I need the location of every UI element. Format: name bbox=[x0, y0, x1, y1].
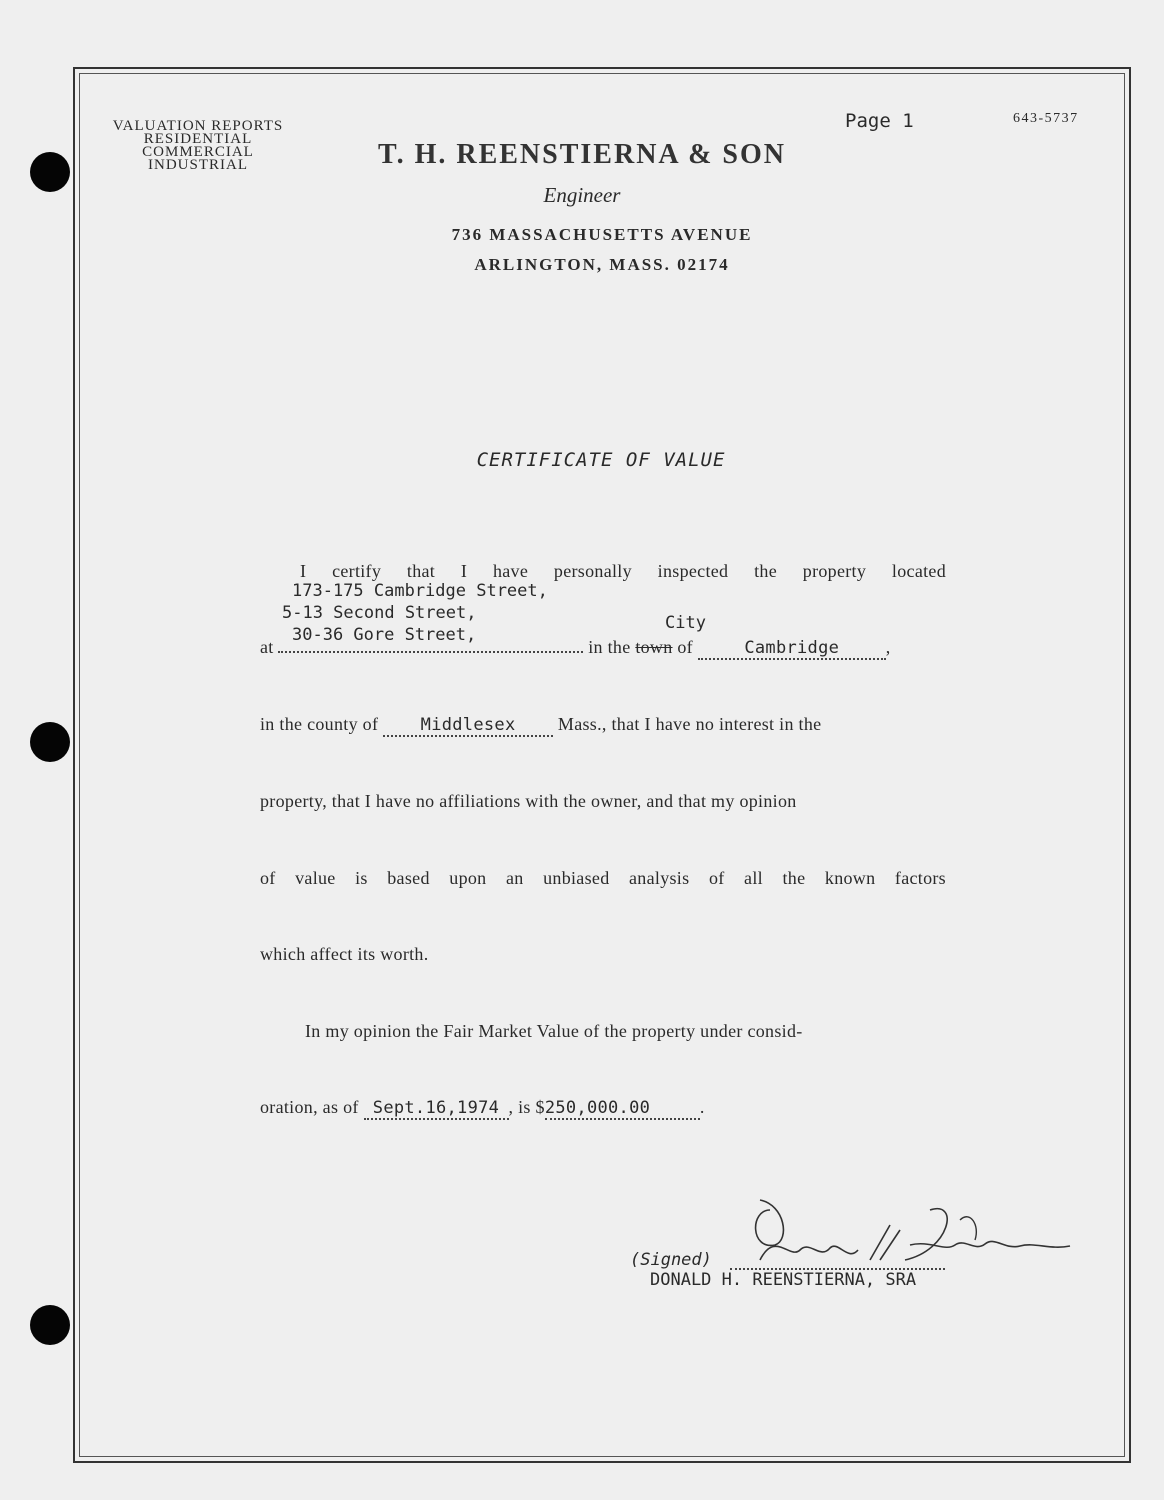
phone-number: 643-5737 bbox=[1013, 111, 1079, 126]
city-blank bbox=[698, 638, 886, 660]
analysis-text: of value is based upon an unbiased analysis of all the known factors bbox=[260, 868, 946, 888]
opinion-line: In my opinion the Fair Market Value of the property under consid- bbox=[305, 1021, 803, 1041]
handwritten-signature bbox=[730, 1190, 1090, 1280]
value-blank bbox=[545, 1098, 700, 1120]
category-residential: RESIDENTIAL bbox=[143, 131, 253, 147]
analysis-line bbox=[260, 868, 946, 889]
city-value: Cambridge bbox=[744, 638, 840, 658]
signer-name: DONALD H. REENSTIERNA, SRA bbox=[650, 1270, 917, 1290]
county-value: Middlesex bbox=[420, 715, 516, 735]
signed-label: (Signed) bbox=[630, 1250, 712, 1270]
location-line: at in the town of Cambridge , bbox=[260, 637, 891, 658]
page-number: Page 1 bbox=[845, 110, 914, 132]
is-label: , is $ bbox=[508, 1097, 545, 1117]
intro-text: I certify that I have personally inspected the property located bbox=[300, 561, 946, 581]
address-line-1: 736 MASSACHUSETTS AVENUE bbox=[451, 225, 753, 244]
of-label: of bbox=[677, 637, 693, 657]
address-line-b: 5-13 Second Street, bbox=[282, 603, 477, 623]
address-blank bbox=[278, 637, 583, 653]
in-the-label: in the bbox=[588, 637, 631, 657]
company-name: T. H. REENSTIERNA & SON bbox=[377, 139, 786, 170]
county-blank bbox=[383, 715, 553, 737]
certificate-title: CERTIFICATE OF VALUE bbox=[476, 449, 726, 471]
category-valuation: VALUATION REPORTS bbox=[112, 118, 284, 134]
end-period: . bbox=[699, 1097, 705, 1117]
county-suffix: Mass., that I have no interest in the bbox=[557, 714, 822, 734]
address-line-a: 173-175 Cambridge Street, bbox=[292, 581, 548, 601]
oration-prefix: oration, as of bbox=[260, 1097, 359, 1117]
date-value: Sept.16,1974 bbox=[372, 1098, 500, 1118]
struck-town-word: town bbox=[635, 637, 673, 657]
valuation-line bbox=[260, 1097, 705, 1120]
city-word-typed: City bbox=[665, 613, 706, 633]
county-prefix: in the county of bbox=[260, 714, 379, 734]
at-label: at bbox=[260, 637, 274, 657]
punch-hole-bottom bbox=[30, 1305, 70, 1345]
address-line-c: 30-36 Gore Street, bbox=[292, 625, 477, 645]
intro-line bbox=[300, 561, 946, 582]
category-commercial: COMMERCIAL bbox=[142, 144, 254, 160]
category-industrial: INDUSTRIAL bbox=[148, 157, 248, 173]
punch-hole-middle bbox=[30, 722, 70, 762]
company-subtitle: Engineer bbox=[543, 183, 621, 207]
address-line-2: ARLINGTON, MASS. 02174 bbox=[474, 255, 730, 274]
county-line bbox=[260, 714, 821, 737]
affiliations-line: property, that I have no affiliations with the owner, and that my opinion bbox=[260, 791, 797, 811]
date-blank bbox=[364, 1098, 509, 1120]
market-value: 250,000.00 bbox=[544, 1098, 651, 1118]
worth-line: which affect its worth. bbox=[260, 944, 429, 964]
